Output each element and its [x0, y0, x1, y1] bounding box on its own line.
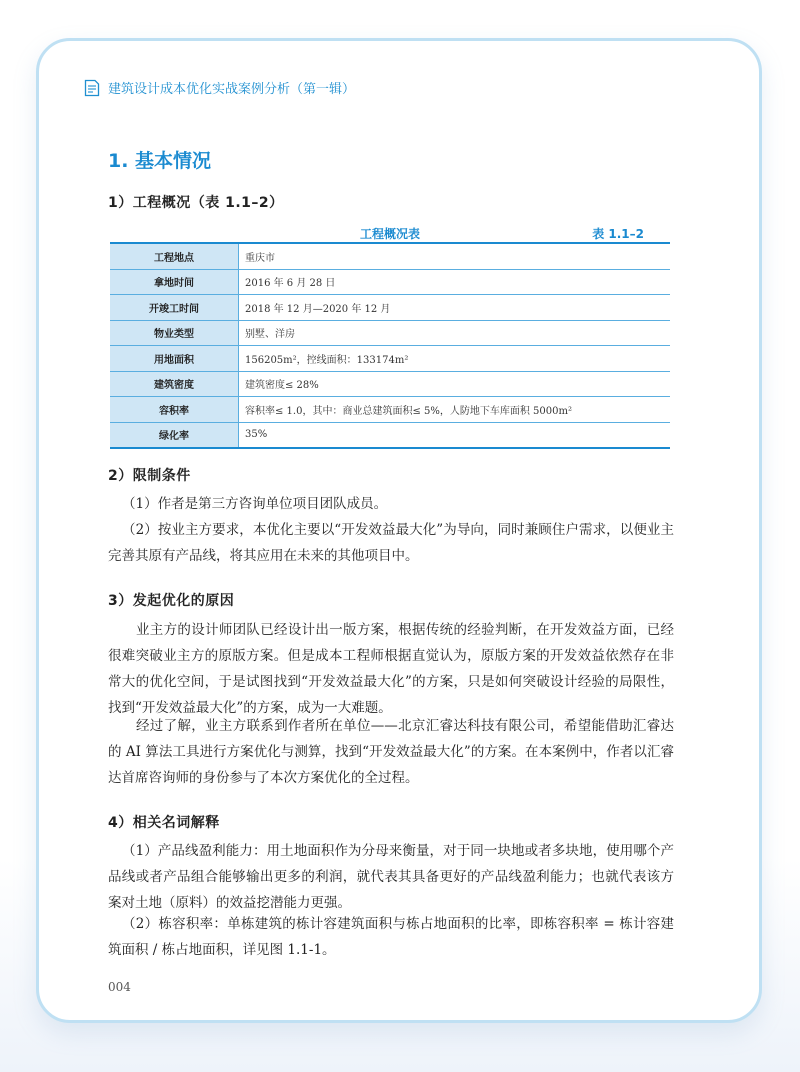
row-value: 35%	[245, 429, 268, 441]
table-row	[110, 320, 670, 346]
table-row	[110, 371, 670, 397]
table-row	[110, 269, 670, 295]
row-value: 2016 年 6 月 28 日	[239, 269, 671, 295]
table-row	[110, 295, 670, 321]
subheading-constraints: 2）限制条件	[108, 468, 191, 484]
reasons-paragraph-2: 经过了解，业主方联系到作者所在单位——北京汇睿达科技有限公司，希望能借助汇睿达的 AI 算法工具进行方案优化与测算，找到“开发效益最大化”的方案。在本案例中，作者以汇睿达首席咨询师的身份参与了本次方案优化的全过程。	[108, 718, 674, 786]
row-label: 建筑密度	[110, 371, 239, 397]
row-label: 工程地点	[110, 243, 239, 269]
row-value: 重庆市	[239, 243, 671, 269]
row-label: 用地面积	[110, 346, 239, 372]
running-header-text: 建筑设计成本优化实战案例分析（第一辑）	[108, 82, 356, 97]
row-label: 物业类型	[110, 320, 239, 346]
row-value: 建筑密度≤ 28%	[239, 371, 671, 397]
constraints-paragraph-2: （2）按业主方要求，本优化主要以“开发效益最大化”为导向，同时兼顾住户需求，以便业主完善其原有产品线，将其应用在未来的其他项目中。	[108, 522, 674, 564]
table-row	[110, 243, 670, 269]
row-value: 容积率≤ 1.0，其中：商业总建筑面积≤ 5%，人防地下车库面积 5000m²	[239, 397, 671, 423]
section-title: 1. 基本情况	[108, 150, 212, 172]
document-icon	[84, 79, 100, 97]
table-row	[110, 397, 670, 423]
page-number: 004	[108, 980, 131, 994]
reasons-paragraph-1: 业主方的设计师团队已经设计出一版方案，根据传统的经验判断，在开发效益方面，已经很难突破业主方的原版方案。但是成本工程师根据直觉认为，原版方案的开发效益依然存在非常大的优化空间，于是试图找到“开发效益最大化”的方案，只是如何突破设计经验的局限性，找到“开发效益最大化”的方案，成为一大难题。	[108, 622, 674, 716]
subheading-reasons: 3）发起优化的原因	[108, 593, 235, 609]
row-label: 拿地时间	[110, 269, 239, 295]
row-label: 绿化率	[110, 422, 239, 448]
table-row	[110, 422, 670, 448]
subheading-project-overview: 1）工程概况（表 1.1–2）	[108, 195, 284, 211]
row-value: 2018 年 12 月—2020 年 12 月	[239, 295, 671, 321]
table-caption-title: 工程概况表	[360, 227, 421, 241]
glossary-paragraph-1: （1）产品线盈利能力：用土地面积作为分母来衡量，对于同一块地或者多块地，使用哪个产品线或者产品组合能够输出更多的利润，就代表其具备更好的产品线盈利能力；也就代表该方案对土地（原料）的效益挖潜能力更强。	[108, 843, 674, 911]
row-value: 别墅、洋房	[239, 320, 671, 346]
running-header	[84, 78, 355, 97]
row-label: 开竣工时间	[110, 295, 239, 321]
row-value: 156205m²，控线面积：133174m²	[239, 346, 671, 372]
constraints-paragraph-1: （1）作者是第三方咨询单位项目团队成员。	[122, 496, 388, 512]
table-caption	[110, 225, 670, 241]
subheading-glossary: 4）相关名词解释	[108, 815, 220, 831]
project-overview-table	[110, 242, 670, 449]
table-caption-number: 表 1.1–2	[592, 227, 644, 241]
table-row	[110, 346, 670, 372]
glossary-paragraph-2: （2）栋容积率：单栋建筑的栋计容建筑面积与栋占地面积的比率，即栋容积率 = 栋计容建筑面积 / 栋占地面积，详见图 1.1-1。	[108, 916, 674, 958]
row-label: 容积率	[110, 397, 239, 423]
